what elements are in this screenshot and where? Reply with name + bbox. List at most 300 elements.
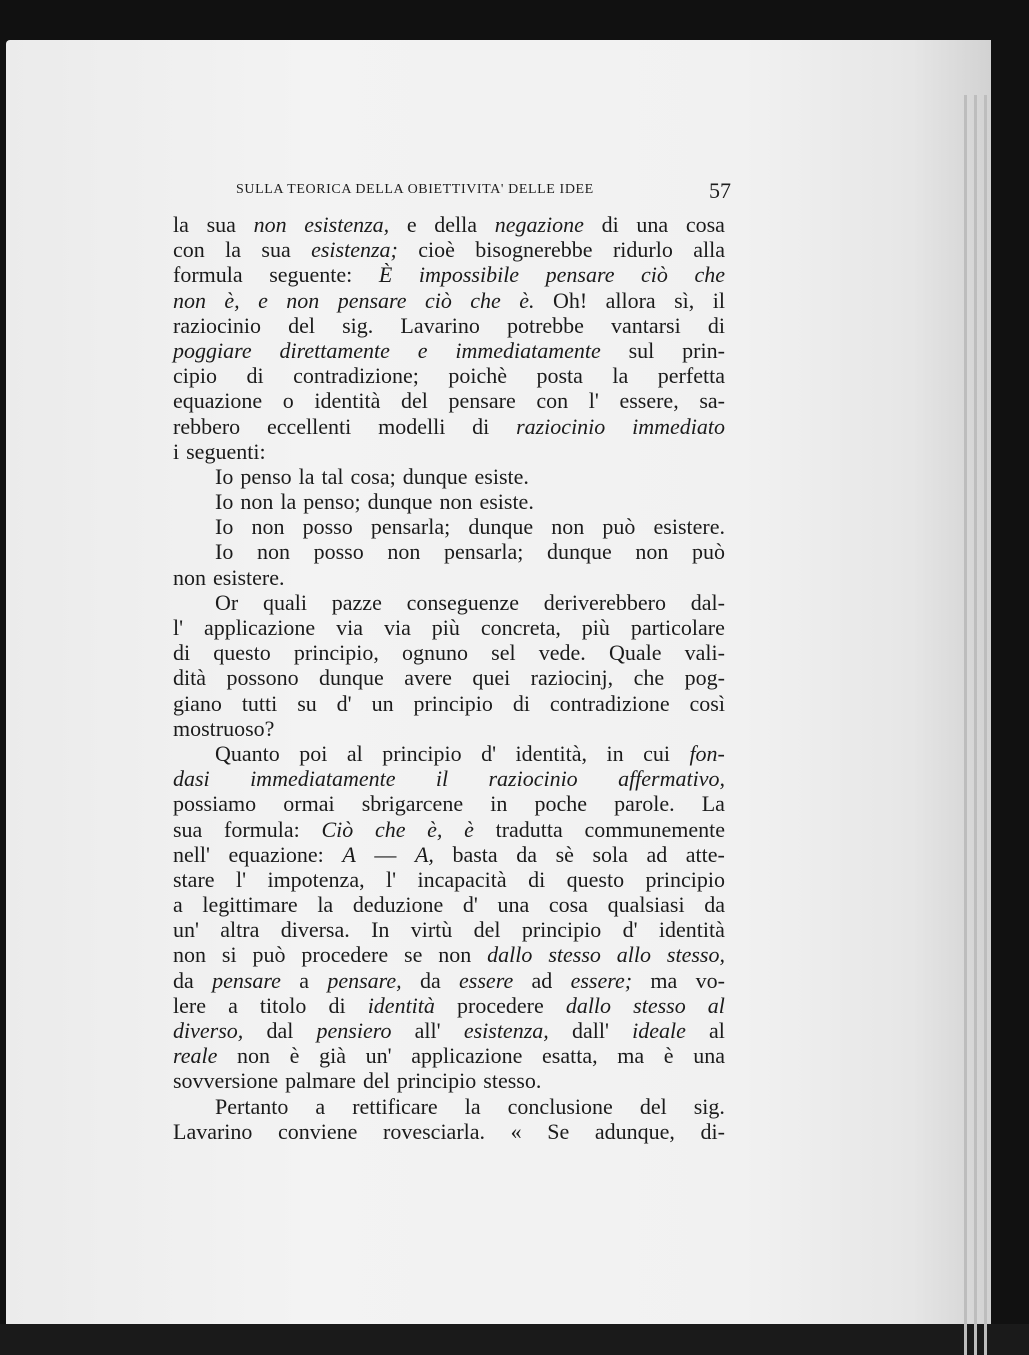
word: poichè — [448, 363, 508, 389]
word: al — [346, 740, 363, 766]
word: una — [636, 212, 669, 237]
word: vali- — [684, 640, 725, 666]
word: può — [252, 942, 286, 968]
word: possiamo — [173, 791, 257, 817]
page-number: 57 — [709, 178, 731, 203]
word: del — [288, 312, 315, 338]
word: l' — [235, 866, 247, 892]
word: « — [510, 1118, 522, 1144]
text-line — [173, 691, 725, 716]
word: può — [602, 514, 636, 540]
text-line — [173, 262, 725, 287]
italic-word: esistenza, — [463, 1018, 549, 1043]
italic-word: pensiero — [316, 1018, 392, 1043]
word: raziocinio — [173, 312, 261, 338]
word: già — [319, 1043, 346, 1069]
word: sua — [206, 212, 236, 237]
text-line — [173, 867, 725, 892]
word: questo — [213, 640, 271, 666]
text-line — [173, 615, 725, 640]
word: ma — [617, 1043, 645, 1069]
word: tradutta — [495, 816, 563, 842]
italic-word: è — [464, 816, 474, 842]
word: perfetta — [657, 363, 725, 389]
italic-word: che — [374, 816, 406, 842]
italic-word: stesso, — [666, 942, 725, 968]
word: ma — [650, 967, 678, 993]
word: vede. — [538, 640, 586, 666]
word: rettificare — [352, 1093, 438, 1119]
word: adunque, — [594, 1118, 675, 1144]
italic-word: raziocinio — [516, 413, 606, 439]
word: seguenti: — [186, 438, 266, 464]
word: dunque — [546, 539, 612, 565]
word: legittimare — [202, 892, 298, 918]
word: Quale — [608, 640, 662, 666]
word: lere — [173, 992, 206, 1018]
word: pog- — [684, 665, 725, 691]
word: dunque — [468, 514, 534, 540]
italic-word: A — [342, 841, 356, 867]
italic-word: dallo — [487, 942, 533, 968]
word: l' — [588, 388, 599, 414]
word: alla — [693, 237, 725, 263]
word: pensare — [448, 388, 516, 414]
word: via — [383, 615, 411, 640]
italic-word: pensare — [212, 967, 281, 993]
word: è — [663, 1043, 674, 1069]
word: sovversione — [173, 1068, 279, 1094]
word: altra — [220, 917, 260, 943]
word: il — [712, 287, 725, 313]
word: conseguenze — [406, 589, 520, 615]
word: concreta, — [480, 615, 561, 640]
word: da — [173, 967, 194, 993]
word: contradizione — [549, 690, 670, 716]
word: cosa — [685, 212, 725, 237]
word: quei — [472, 665, 511, 691]
word: del — [362, 1068, 390, 1094]
italic-word: stesso — [633, 992, 686, 1018]
word: Oh! — [552, 287, 588, 313]
word: o — [282, 388, 294, 414]
word: sel — [491, 640, 516, 666]
word: applicazione — [411, 1043, 523, 1069]
word: dunque — [319, 665, 384, 691]
italic-word: Ciò — [321, 816, 354, 842]
word: esiste. — [474, 463, 529, 489]
word: palmare — [285, 1068, 356, 1094]
word: la — [298, 463, 315, 489]
word: se — [404, 942, 423, 968]
word: un — [371, 690, 394, 716]
word: prin- — [682, 337, 725, 363]
word: d' — [622, 917, 638, 943]
italic-word: ciò — [641, 262, 668, 288]
text-line — [173, 817, 725, 842]
word: sul — [628, 337, 655, 363]
word: di- — [700, 1118, 725, 1144]
word: posso — [313, 539, 364, 565]
word: identità — [314, 388, 381, 414]
word: dunque — [402, 463, 468, 489]
word: ognuno — [401, 640, 468, 666]
italic-word: non — [173, 287, 206, 313]
word: non — [439, 489, 473, 515]
word: di — [707, 312, 725, 338]
word: identità, — [515, 740, 588, 766]
word: diversa. — [280, 917, 350, 943]
word: di — [512, 690, 530, 716]
text-line — [173, 288, 725, 313]
text-line — [173, 464, 725, 489]
word: sa- — [699, 388, 725, 414]
word: in — [606, 740, 624, 766]
word: procedere — [457, 992, 544, 1018]
text-line — [173, 741, 725, 766]
word: parole. — [614, 791, 675, 817]
italic-word: è, — [224, 287, 240, 313]
word: sua — [261, 237, 291, 263]
italic-word: esistenza, — [304, 212, 390, 237]
word: identità — [658, 917, 725, 943]
text-line — [173, 892, 725, 917]
word: di — [601, 212, 619, 237]
word: sì, — [674, 287, 695, 313]
text-line — [173, 388, 725, 413]
word: non — [551, 514, 585, 540]
italic-word: che — [694, 262, 725, 288]
italic-word: immediatamente — [250, 766, 396, 792]
word: è — [289, 1043, 300, 1069]
word: su — [297, 690, 317, 716]
word: via — [336, 615, 364, 640]
word: del — [401, 388, 428, 414]
italic-word: ideale — [632, 1018, 686, 1043]
word: i — [173, 438, 180, 464]
word: modelli — [378, 413, 446, 439]
italic-word: allo — [616, 942, 652, 968]
word: d' — [336, 690, 352, 716]
word: sig. — [342, 312, 374, 338]
word: esatta, — [542, 1043, 598, 1069]
word: basta — [452, 841, 498, 867]
word: non — [438, 942, 472, 968]
word: mostruoso? — [173, 715, 275, 741]
word: formula: — [224, 816, 300, 842]
word: d' — [481, 740, 497, 766]
word: la — [280, 489, 297, 515]
word: ridurlo — [612, 237, 673, 263]
word: quali — [263, 589, 307, 615]
text-line — [173, 414, 725, 439]
word: deduzione — [352, 892, 444, 918]
text-line — [173, 590, 725, 615]
word: communemente — [584, 816, 725, 842]
word: principio — [413, 690, 493, 716]
word: particolare — [630, 615, 725, 640]
italic-word: affermativo, — [618, 766, 725, 792]
word: più — [431, 615, 460, 640]
word: sola — [592, 841, 628, 867]
italic-word: immediatamente — [455, 337, 601, 363]
word: un' — [365, 1043, 392, 1069]
text-line — [173, 842, 725, 867]
word: tal — [321, 463, 344, 489]
text-line — [173, 640, 725, 665]
word: esiste. — [479, 489, 534, 515]
word: titolo — [259, 992, 307, 1018]
word: a — [173, 892, 183, 918]
word: conclusione — [507, 1093, 613, 1119]
word: Io — [215, 489, 234, 515]
word: raziocinj, — [530, 665, 614, 691]
italic-word: è. — [519, 287, 535, 313]
text-line — [173, 716, 725, 741]
text-line — [173, 791, 725, 816]
word: ad — [531, 967, 553, 993]
word: cioè — [418, 237, 455, 263]
word: rebbero — [173, 413, 241, 439]
italic-word: non — [253, 212, 287, 237]
italic-word: dasi — [173, 766, 210, 792]
text-line — [173, 363, 725, 388]
word: da — [419, 967, 441, 993]
word: da — [704, 892, 725, 918]
text-line — [173, 917, 725, 942]
italic-word: al — [707, 992, 725, 1018]
italic-word: essere; — [570, 967, 633, 993]
word: dità — [173, 665, 206, 691]
word: In — [371, 917, 390, 943]
italic-word: e — [258, 287, 268, 313]
word: contradizione; — [293, 363, 419, 389]
word: dal — [266, 1018, 294, 1043]
text-line — [173, 313, 725, 338]
word: la — [173, 212, 189, 237]
word: Lavarino — [173, 1118, 253, 1144]
word: Se — [547, 1118, 570, 1144]
italic-word: identità — [367, 992, 435, 1018]
word: tutti — [241, 690, 278, 716]
page-header — [236, 178, 731, 202]
word: non — [173, 942, 206, 968]
text-line — [173, 1119, 725, 1144]
word: si — [221, 942, 237, 968]
word: atte- — [685, 841, 725, 867]
word: avere — [404, 665, 452, 691]
word: del — [473, 917, 501, 943]
text-line — [173, 338, 725, 363]
text-line — [173, 993, 725, 1018]
word: non — [251, 514, 285, 540]
word: sbrigarcene — [361, 791, 464, 817]
italic-word: pensare, — [327, 967, 402, 993]
page-edge-line — [984, 95, 987, 1355]
word: equazione — [173, 388, 263, 414]
word: posta — [536, 363, 583, 389]
text-line — [173, 514, 725, 539]
word: applicazione — [204, 615, 316, 640]
italic-word: A, — [414, 841, 434, 867]
word: principio — [382, 740, 462, 766]
italic-word: non — [286, 287, 320, 313]
word: una — [497, 892, 530, 918]
text-line — [173, 1018, 725, 1043]
word: della — [434, 212, 478, 237]
word: la — [225, 237, 242, 263]
word: eccellenti — [267, 413, 352, 439]
text-line — [173, 766, 725, 791]
word: può — [692, 539, 725, 565]
word: pazze — [331, 589, 382, 615]
word: principio — [396, 1068, 477, 1094]
word: questo — [566, 866, 625, 892]
word: Pertanto — [215, 1093, 289, 1119]
word: La — [701, 791, 725, 817]
word: procedere — [301, 942, 389, 968]
text-line — [173, 237, 725, 262]
word: — — [374, 841, 397, 867]
italic-word: e — [417, 337, 428, 363]
text-line — [173, 1094, 725, 1119]
word: ad — [646, 841, 668, 867]
word: virtù — [410, 917, 453, 943]
word: Lavarino — [400, 312, 480, 338]
word: bisognerebbe — [475, 237, 593, 263]
word: allora — [605, 287, 656, 313]
text-line — [173, 489, 725, 514]
word: del — [639, 1093, 667, 1119]
word: a — [315, 1093, 326, 1119]
word: Io — [215, 514, 234, 540]
word: Io — [215, 463, 234, 489]
italic-word: immediato — [632, 413, 725, 439]
page-edge-line — [964, 95, 967, 1355]
word: Quanto — [215, 740, 280, 766]
body-text — [173, 212, 725, 1144]
word: pensarla; — [370, 514, 451, 540]
text-line — [173, 1068, 725, 1093]
word: con — [536, 388, 569, 414]
word: non — [256, 539, 290, 565]
italic-word: essere — [459, 967, 514, 993]
word: vantarsi — [611, 312, 681, 338]
text-line — [173, 665, 725, 690]
italic-word: direttamente — [279, 337, 390, 363]
word: formula — [173, 262, 243, 288]
italic-word: il — [435, 766, 449, 792]
word: d' — [462, 892, 478, 918]
word: principio — [645, 866, 725, 892]
text-line — [173, 968, 725, 993]
italic-word: pensare — [545, 262, 615, 288]
italic-word: fon- — [689, 740, 725, 766]
italic-word: È — [378, 262, 393, 288]
word: principio, — [293, 640, 379, 666]
word: che — [633, 665, 665, 691]
word: sua — [173, 816, 203, 842]
word: con — [173, 237, 205, 263]
word: ormai — [283, 791, 335, 817]
word: poche — [534, 791, 587, 817]
word: la — [612, 363, 629, 389]
word: stesso. — [483, 1068, 542, 1094]
italic-word: è, — [427, 816, 443, 842]
word: la — [464, 1093, 481, 1119]
word: una — [693, 1043, 725, 1069]
word: non — [237, 1043, 271, 1069]
word: qualsiasi — [607, 892, 685, 918]
text-line — [173, 942, 725, 967]
word: principio — [521, 917, 602, 943]
word: incapacità — [417, 866, 507, 892]
word: giano — [173, 690, 222, 716]
running-title: SULLA TEORICA DELLA OBIETTIVITA' DELLE IDEE — [236, 182, 594, 197]
word: equazione: — [228, 841, 324, 867]
word: deriverebbero — [543, 589, 666, 615]
word: di — [173, 640, 191, 666]
italic-word: esistenza; — [311, 237, 398, 263]
word: e — [406, 212, 417, 237]
italic-word: stesso — [548, 942, 601, 968]
word: di — [472, 413, 490, 439]
word: dal- — [690, 589, 725, 615]
word: all' — [414, 1018, 441, 1043]
word: la — [317, 892, 334, 918]
word: da — [516, 841, 537, 867]
text-line — [173, 439, 725, 464]
word: più — [581, 615, 610, 640]
italic-word: raziocinio — [488, 766, 578, 792]
page-edge-line — [974, 95, 977, 1355]
word: l' — [173, 615, 184, 640]
italic-word: pensare — [337, 287, 407, 313]
text-line — [173, 212, 725, 237]
word: a — [228, 992, 238, 1018]
word: pensarla; — [443, 539, 524, 565]
word: di — [246, 363, 264, 389]
word: sig. — [693, 1093, 725, 1119]
word: non — [173, 564, 206, 590]
text-line — [173, 565, 725, 590]
word: possono — [226, 665, 299, 691]
word: non — [240, 489, 274, 515]
word: posso — [302, 514, 353, 540]
word: non — [635, 539, 669, 565]
word: penso — [240, 463, 292, 489]
word: vo- — [695, 967, 725, 993]
word: un' — [173, 917, 199, 943]
word: dall' — [571, 1018, 609, 1043]
word: così — [689, 690, 725, 716]
word: cipio — [173, 363, 217, 389]
word: cosa — [548, 892, 588, 918]
word: di — [328, 992, 346, 1018]
word: cosa; — [350, 463, 396, 489]
word: a — [299, 967, 309, 993]
word: esistere. — [653, 514, 725, 540]
word: stare — [173, 866, 215, 892]
word: di — [528, 866, 546, 892]
word: al — [709, 1018, 725, 1043]
text-line — [173, 539, 725, 564]
word: dunque — [367, 489, 433, 515]
italic-word: negazione — [494, 212, 584, 237]
italic-word: diverso, — [173, 1018, 244, 1043]
word: cui — [643, 740, 670, 766]
word: Or — [215, 589, 239, 615]
